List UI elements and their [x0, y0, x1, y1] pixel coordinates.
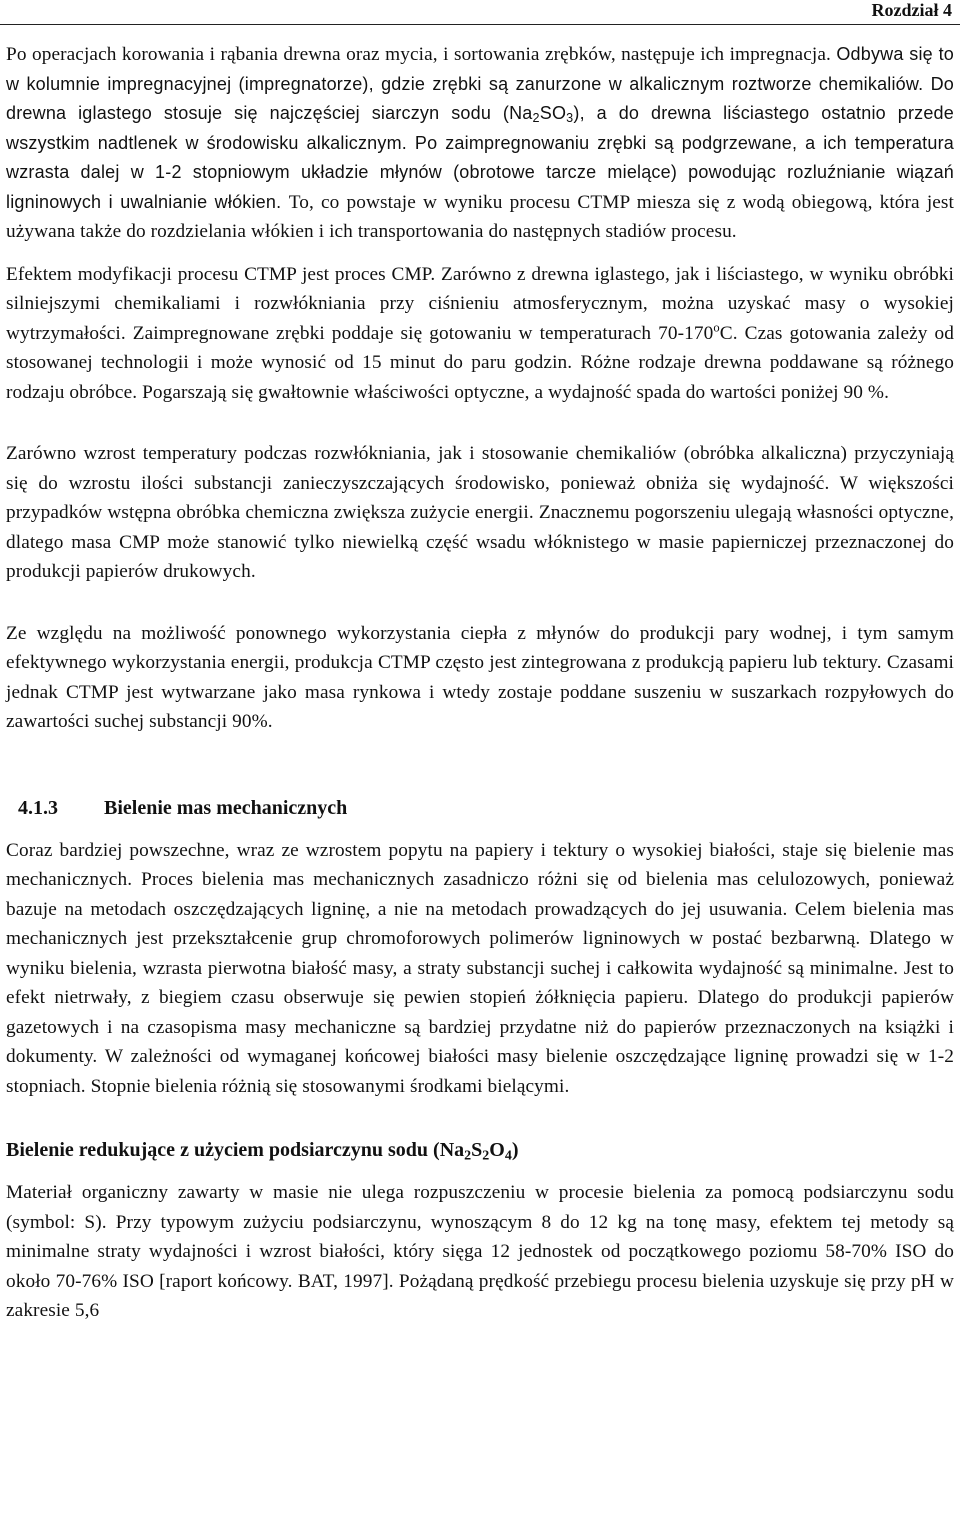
running-header — [0, 0, 960, 25]
paragraph-bleaching: Coraz bardziej powszechne, wraz ze wzrostem popytu na papiery i tektury o wysokiej białości, staje się bielenie mas mechanicznych. Proces bielenia mas mechanicznych zasadniczo różni się od bielenia mas celulozowych, ponieważ bazuje na metodach oszczędzających ligninę, a nie na metodach prowadzących do jej usuwania. Celem bielenia mas mechanicznych jest przekształcenie grup chromoforowych polimerów ligninowych w postać bezbarwną. Dlatego w wyniku bielenia, wzrasta pierwotna białość masy, a straty substancji suchej i całkowita wydajność są minimalne. Jest to efekt nietrwały, z biegiem czasu obserwuje się pewien stopień żółknięcia papieru. Dlatego do produkcji papierów gazetowych i na czasopisma masy mechaniczne są bardziej przydatne niż do papierów przeznaczonych na książki i dokumenty. W zależności od wymaganej końcowej białości masy bielenie oszczędzające ligninę prowadzi się w 1-2 stopniach. Stopnie bielenia różnią się stosowanymi środkami bielącymi. — [6, 839, 954, 1097]
paragraph-cmp: Efektem modyfikacji procesu CTMP jest proces CMP. Zarówno z drewna iglastego, jak i liściastego, w wyniku obróbki silniejszymi chemikaliami i rozwłókniania przy ciśnieniu atmosferycznym, można uzyskać masy o wysokiej wytrzymałości. Zaimpregnowane zrębki poddaje się gotowaniu w temperaturach 70-170$^o$C. Czas gotowania zależy od stosowanej technologii i może wynosić od 15 minut do paru godzin. Różne rodzaje drewna poddawane są różnego rodzaju obróbce. Pogarszają się gwałtownie właściwości optyczne, a wydajność spada do wartości poniżej 90 %. — [6, 263, 955, 403]
section-title: Bielenie mas mechanicznych — [104, 796, 348, 819]
subheading-dithionite: Bielenie redukujące z użyciem podsiarczynu sodu $(Na_2S_2O_4)$ — [6, 1139, 519, 1164]
document-body — [6, 40, 954, 1326]
sans-text: Odbywa się to w kolumnie impregnacyjnej (impregnatorze), gdzie zrębki są zanurzone w alkalicznym roztworze chemikaliów. Do drewna iglastego stosuje się najczęściej siarczyn sodu $(Na_2SO_3)$, a do drewna liściastego ostatnio przede wszystkim nadtlenek w środowisku alkalicznym. Po zaimpregnowaniu zrębki są podgrzewane, a ich temperatura wzrasta dalej w 1-2 stopniowym układzie młynów (obrotowe tarcze mielące) powodując rozluźnianie wiązań ligninowych i uwalnianie włókien. — [6, 44, 954, 212]
paragraph-dithionite: Materiał organiczny zawarty w masie nie ulega rozpuszczeniu w procesie bielenia za pomocą podsiarczynu sodu (symbol: S). Przy typowym zużyciu podsiarczynu, wynoszącym 8 do 12 kg na tonę masy, efektem tej metody są minimalne straty wydajności i wzrost białości, który sięga 12 jednostek od początkowego poziomu 58-70% ISO do około 70-76% ISO [raport końcowy. BAT, 1997]. Pożądaną prędkość przebiegu procesu bielenia uzyskuje się przy pH w zakresie 5,6 — [6, 1182, 954, 1321]
section-heading — [6, 793, 954, 823]
paragraph-temperature: Zarówno wzrost temperatury podczas rozwłókniania, jak i stosowanie chemikaliów (obróbka alkaliczna) przyczyniają się do wzrostu ilości substancji zanieczyszczających środowisko, ponieważ obniża się wydajność. W większości przypadków wstępna obróbka chemiczna zwiększa zużycie energii. Znacznemu pogorszeniu ulegają własności optyczne, dlatego masa CMP może stanowić tylko niewielką część wsadu włóknistego w masie papierniczej przeznaczonej do produkcji papierów drukowych. — [6, 443, 954, 582]
paragraph-impregnation: Po operacjach korowania i rąbania drewna oraz mycia, i sortowania zrębków, następuje ich impregnacja. Odbywa się to w kolumnie impregnacyjnej (impregnatorze), gdzie zrębki są zanurzone w alkalicznym roztworze chemikaliów. Do drewna iglastego stosuje się najczęściej siarczyn sodu $(Na_2SO_3)$, a do drewna liściastego ostatnio przede wszystkim nadtlenek w środowisku alkalicznym. Po zaimpregnowaniu zrębki są podgrzewane, a ich temperatura wzrasta dalej w 1-2 stopniowym układzie młynów (obrotowe tarcze mielące) powodując rozluźnianie wiązań ligninowych i uwalnianie włókien. To, co powstaje w wyniku procesu CTMP miesza się z wodą obiegową, która jest używana także do rozdzielania włókien i ich transportowania do następnych stadiów procesu. — [6, 44, 954, 242]
section-number: 4.1.3 — [18, 796, 58, 819]
paragraph-heat-recovery: Ze względu na możliwość ponownego wykorzystania ciepła z młynów do produkcji pary wodnej, i tym samym efektywnego wykorzystania energii, produkcja CTMP często jest zintegrowana z produkcją papieru lub tektury. Czasami jednak CTMP jest wytwarzane jako masa rynkowa i wtedy zostaje poddane suszeniu w suszarkach rozpyłowych do zawartości suchej substancji 90%. — [6, 622, 954, 732]
chapter-label: Rozdział 4 — [871, 0, 952, 20]
